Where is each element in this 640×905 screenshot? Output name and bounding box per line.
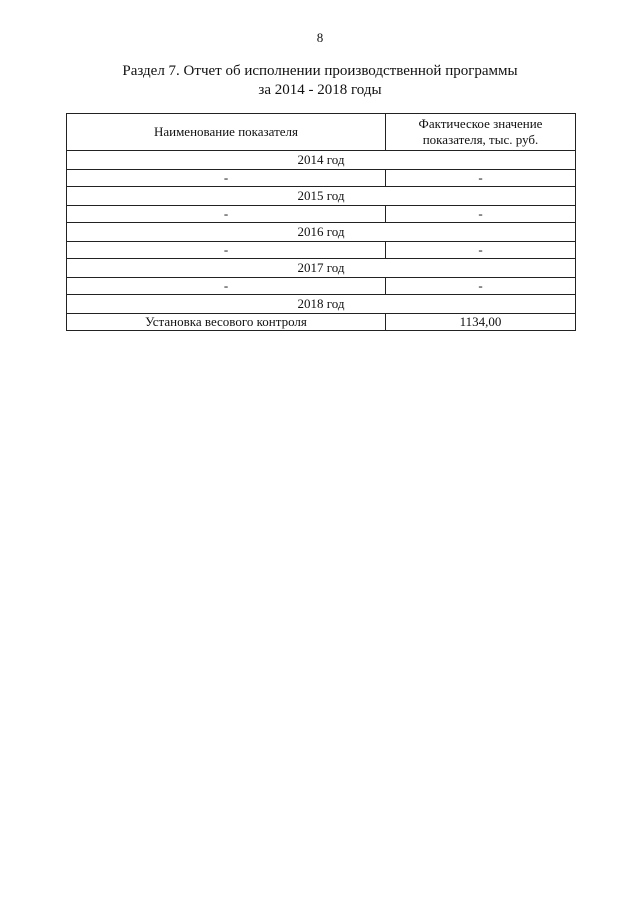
- indicator-name-cell: -: [67, 278, 386, 295]
- table-row: [67, 170, 576, 187]
- year-label: 2016 год: [67, 223, 576, 242]
- table-row: [67, 242, 576, 259]
- page-number: 8: [316, 30, 324, 45]
- column-header-indicator-name: Наименование показателя: [67, 114, 386, 151]
- table-row: [67, 278, 576, 295]
- year-label: 2018 год: [67, 295, 576, 314]
- year-label: 2015 год: [67, 187, 576, 206]
- section-title: [0, 62, 640, 100]
- indicator-name-cell: -: [67, 242, 386, 259]
- year-row-2015: [67, 187, 576, 206]
- year-row-2016: [67, 223, 576, 242]
- year-row-2017: [67, 259, 576, 278]
- section-title-line-1: Раздел 7. Отчет об исполнении производственной программы: [122, 63, 518, 79]
- actual-value-cell: -: [386, 278, 576, 295]
- year-row-2014: [67, 151, 576, 170]
- table-header-row: [67, 114, 576, 151]
- table-row: [67, 314, 576, 331]
- year-label: 2017 год: [67, 259, 576, 278]
- actual-value-cell: -: [386, 242, 576, 259]
- table-row: [67, 206, 576, 223]
- year-row-2018: [67, 295, 576, 314]
- section-title-line-2: за 2014 - 2018 годы: [258, 82, 382, 98]
- indicator-name-cell: -: [67, 206, 386, 223]
- indicator-name-cell: Установка весового контроля: [67, 314, 386, 331]
- execution-report-table: [66, 113, 576, 331]
- actual-value-cell: 1134,00: [386, 314, 576, 331]
- year-label: 2014 год: [67, 151, 576, 170]
- column-header-actual-value: Фактическое значение показателя, тыс. руб.: [386, 114, 576, 151]
- indicator-name-cell: -: [67, 170, 386, 187]
- actual-value-cell: -: [386, 170, 576, 187]
- actual-value-cell: -: [386, 206, 576, 223]
